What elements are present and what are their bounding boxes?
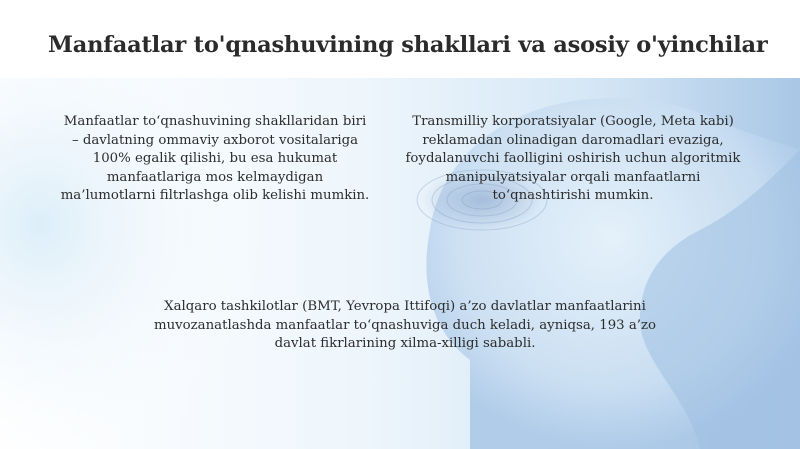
paragraph-transnational-corporations: Transmilliy korporatsiyalar (Google, Meta kabi) reklamadan olinadigan daromadlari evaziga, foydalanuvchi faolligini oshirish uchun algoritmik manipulyatsiyalar orqali manfaatlarni to‘qnashtirishi mumkin. — [405, 114, 741, 203]
paragraph-international-organizations: Xalqaro tashkilotlar (BMT, Yevropa Ittifoqi) a’zo davlatlar manfaatlarini muvozanatlashda manfaatlar to‘qnashuviga duch keladi, ayniqsa, 193 a’zo davlat fikrlarining xilma-xilligi sababli. — [153, 299, 657, 351]
slide-title: Manfaatlar to'qnashuvining shakllari va asosiy o'yinchilar — [48, 32, 768, 58]
paragraph-media-ownership: Manfaatlar to‘qnashuvining shakllaridan biri – davlatning ommaviy axborot vositalariga 100% egalik qilishi, bu esa hukumat manfaatlariga mos kelmaydigan ma’lumotlarni filtrlashga olib kelishi mumkin. — [60, 114, 370, 203]
